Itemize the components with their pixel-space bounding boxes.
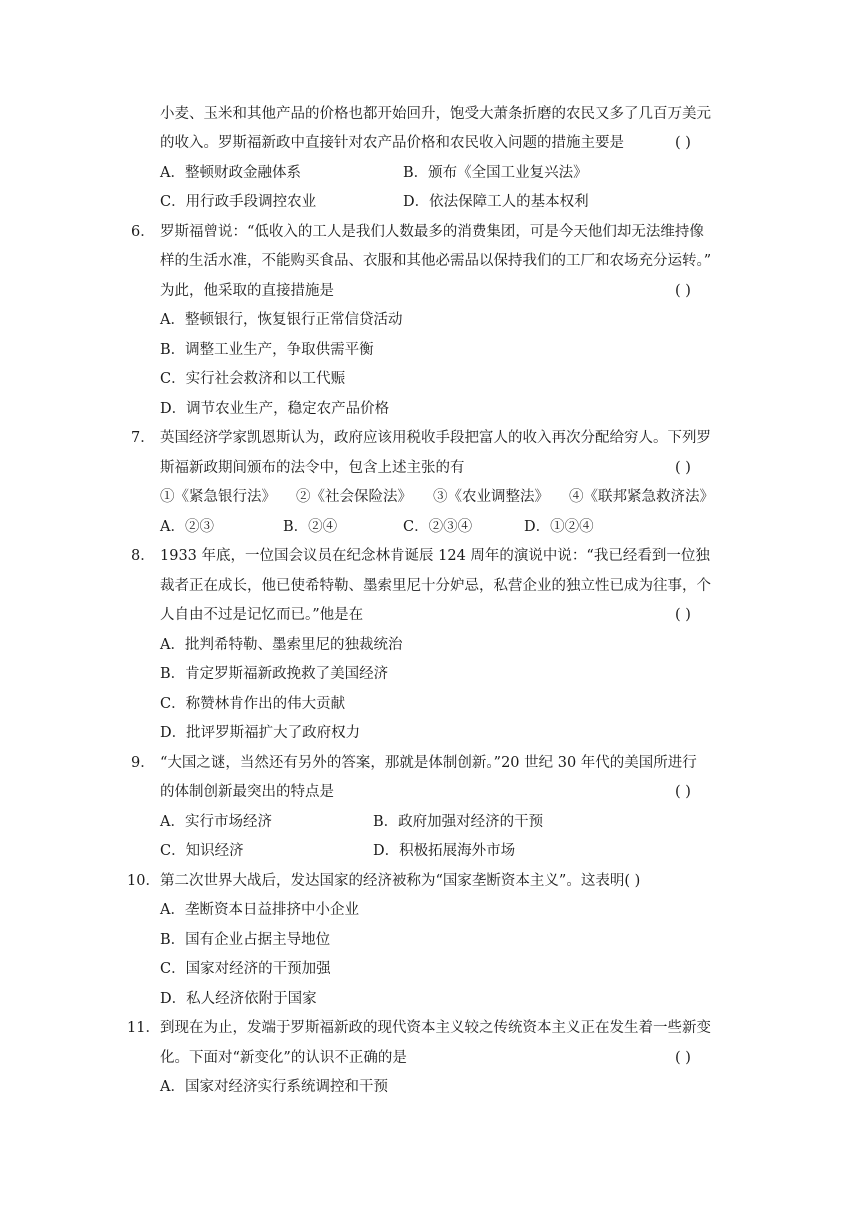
q7-item-2: ②《社会保险法》 [296, 489, 412, 505]
q7-item-4: ④《联邦紧急救济法》 [569, 489, 714, 505]
q8-option-c: C．称赞林肯作出的伟大贡献 [160, 696, 346, 712]
q8-number: 8． [131, 548, 155, 564]
q8-answer-blank: ( ) [675, 607, 691, 623]
q8-option-b: B．肯定罗斯福新政挽救了美国经济 [160, 666, 389, 682]
q6-option-b: B．调整工业生产，争取供需平衡 [160, 342, 374, 358]
q7-option-a: A．②③ [160, 519, 214, 535]
q10-number: 10． [127, 873, 160, 889]
q5-stem-line1: 小麦、玉米和其他产品的价格也都开始回升，饱受大萧条折磨的农民又多了几百万美元 [160, 106, 711, 122]
q7-stem-line1: 英国经济学家凯恩斯认为，政府应该用税收手段把富人的收入再次分配给穷人。下列罗 [160, 430, 711, 446]
q11-answer-blank: ( ) [675, 1050, 691, 1066]
q10-option-d: D．私人经济依附于国家 [160, 991, 317, 1007]
q11-option-a: A．国家对经济实行系统调控和干预 [160, 1079, 388, 1095]
q9-number: 9． [131, 755, 155, 771]
q5-option-d: D．依法保障工人的基本权利 [403, 194, 589, 210]
q7-answer-blank: ( ) [675, 460, 691, 476]
q6-answer-blank: ( ) [675, 283, 691, 299]
q10-option-a: A．垄断资本日益排挤中小企业 [160, 902, 359, 918]
q7-stem-line2: 斯福新政期间颁布的法令中，包含上述主张的有 [160, 460, 465, 476]
q6-stem-line1: 罗斯福曾说：“低收入的工人是我们人数最多的消费集团，可是今天他们却无法维持像 [160, 224, 704, 240]
q8-stem-line3: 人自由不过是记忆而已。”他是在 [160, 607, 364, 623]
q9-option-a: A．实行市场经济 [160, 814, 272, 830]
q10-option-b: B．国有企业占据主导地位 [160, 932, 331, 948]
q5-option-b: B．颁布《全国工业复兴法》 [403, 165, 588, 181]
q9-option-c: C．知识经济 [160, 843, 244, 859]
q7-option-d: D．①②④ [524, 519, 594, 535]
q11-stem-line1: 到现在为止，发端于罗斯福新政的现代资本主义较之传统资本主义正在发生着一些新变 [160, 1020, 711, 1036]
q9-stem-line1: “大国之谜，当然还有另外的答案，那就是体制创新。”20 世纪 30 年代的美国所进行 [160, 755, 697, 771]
q6-option-c: C．实行社会救济和以工代赈 [160, 371, 346, 387]
q8-stem-line1: 1933 年底，一位国会议员在纪念林肯诞辰 124 周年的演说中说：“我已经看到一位独 [160, 548, 710, 564]
q9-option-d: D．积极拓展海外市场 [373, 843, 516, 859]
q7-item-3: ③《农业调整法》 [433, 489, 549, 505]
q7-option-b: B．②④ [283, 519, 338, 535]
q8-stem-line2: 裁者正在成长，他已使希特勒、墨索里尼十分妒忌，私营企业的独立性已成为往事，个 [160, 578, 711, 594]
q10-stem-line1: 第二次世界大战后，发达国家的经济被称为“国家垄断资本主义”。这表明( ) [160, 873, 641, 889]
q8-option-d: D．批评罗斯福扩大了政府权力 [160, 725, 361, 741]
q9-option-b: B．政府加强对经济的干预 [373, 814, 544, 830]
q5-answer-blank: ( ) [675, 135, 691, 151]
q10-option-c: C．国家对经济的干预加强 [160, 961, 331, 977]
q7-item-1: ①《紧急银行法》 [160, 489, 276, 505]
q5-option-a: A．整顿财政金融体系 [160, 165, 301, 181]
q7-option-c: C．②③④ [403, 519, 473, 535]
q9-stem-line2: 的体制创新最突出的特点是 [160, 784, 334, 800]
q7-number: 7． [131, 430, 155, 446]
q11-stem-line2: 化。下面对“新变化”的认识不正确的是 [160, 1050, 407, 1066]
q6-stem-line2: 样的生活水准，不能购买食品、衣服和其他必需品以保持我们的工厂和农场充分运转。” [160, 253, 712, 269]
q11-number: 11． [127, 1020, 160, 1036]
q8-option-a: A．批判希特勒、墨索里尼的独裁统治 [160, 637, 403, 653]
q5-option-c: C．用行政手段调控农业 [160, 194, 317, 210]
q6-number: 6． [131, 224, 155, 240]
q6-option-d: D．调节农业生产，稳定农产品价格 [160, 401, 390, 417]
q6-stem-line3: 为此，他采取的直接措施是 [160, 283, 334, 299]
q5-stem-line2: 的收入。罗斯福新政中直接针对农产品价格和农民收入问题的措施主要是 [160, 135, 624, 151]
q9-answer-blank: ( ) [675, 784, 691, 800]
q6-option-a: A．整顿银行，恢复银行正常信贷活动 [160, 312, 403, 328]
